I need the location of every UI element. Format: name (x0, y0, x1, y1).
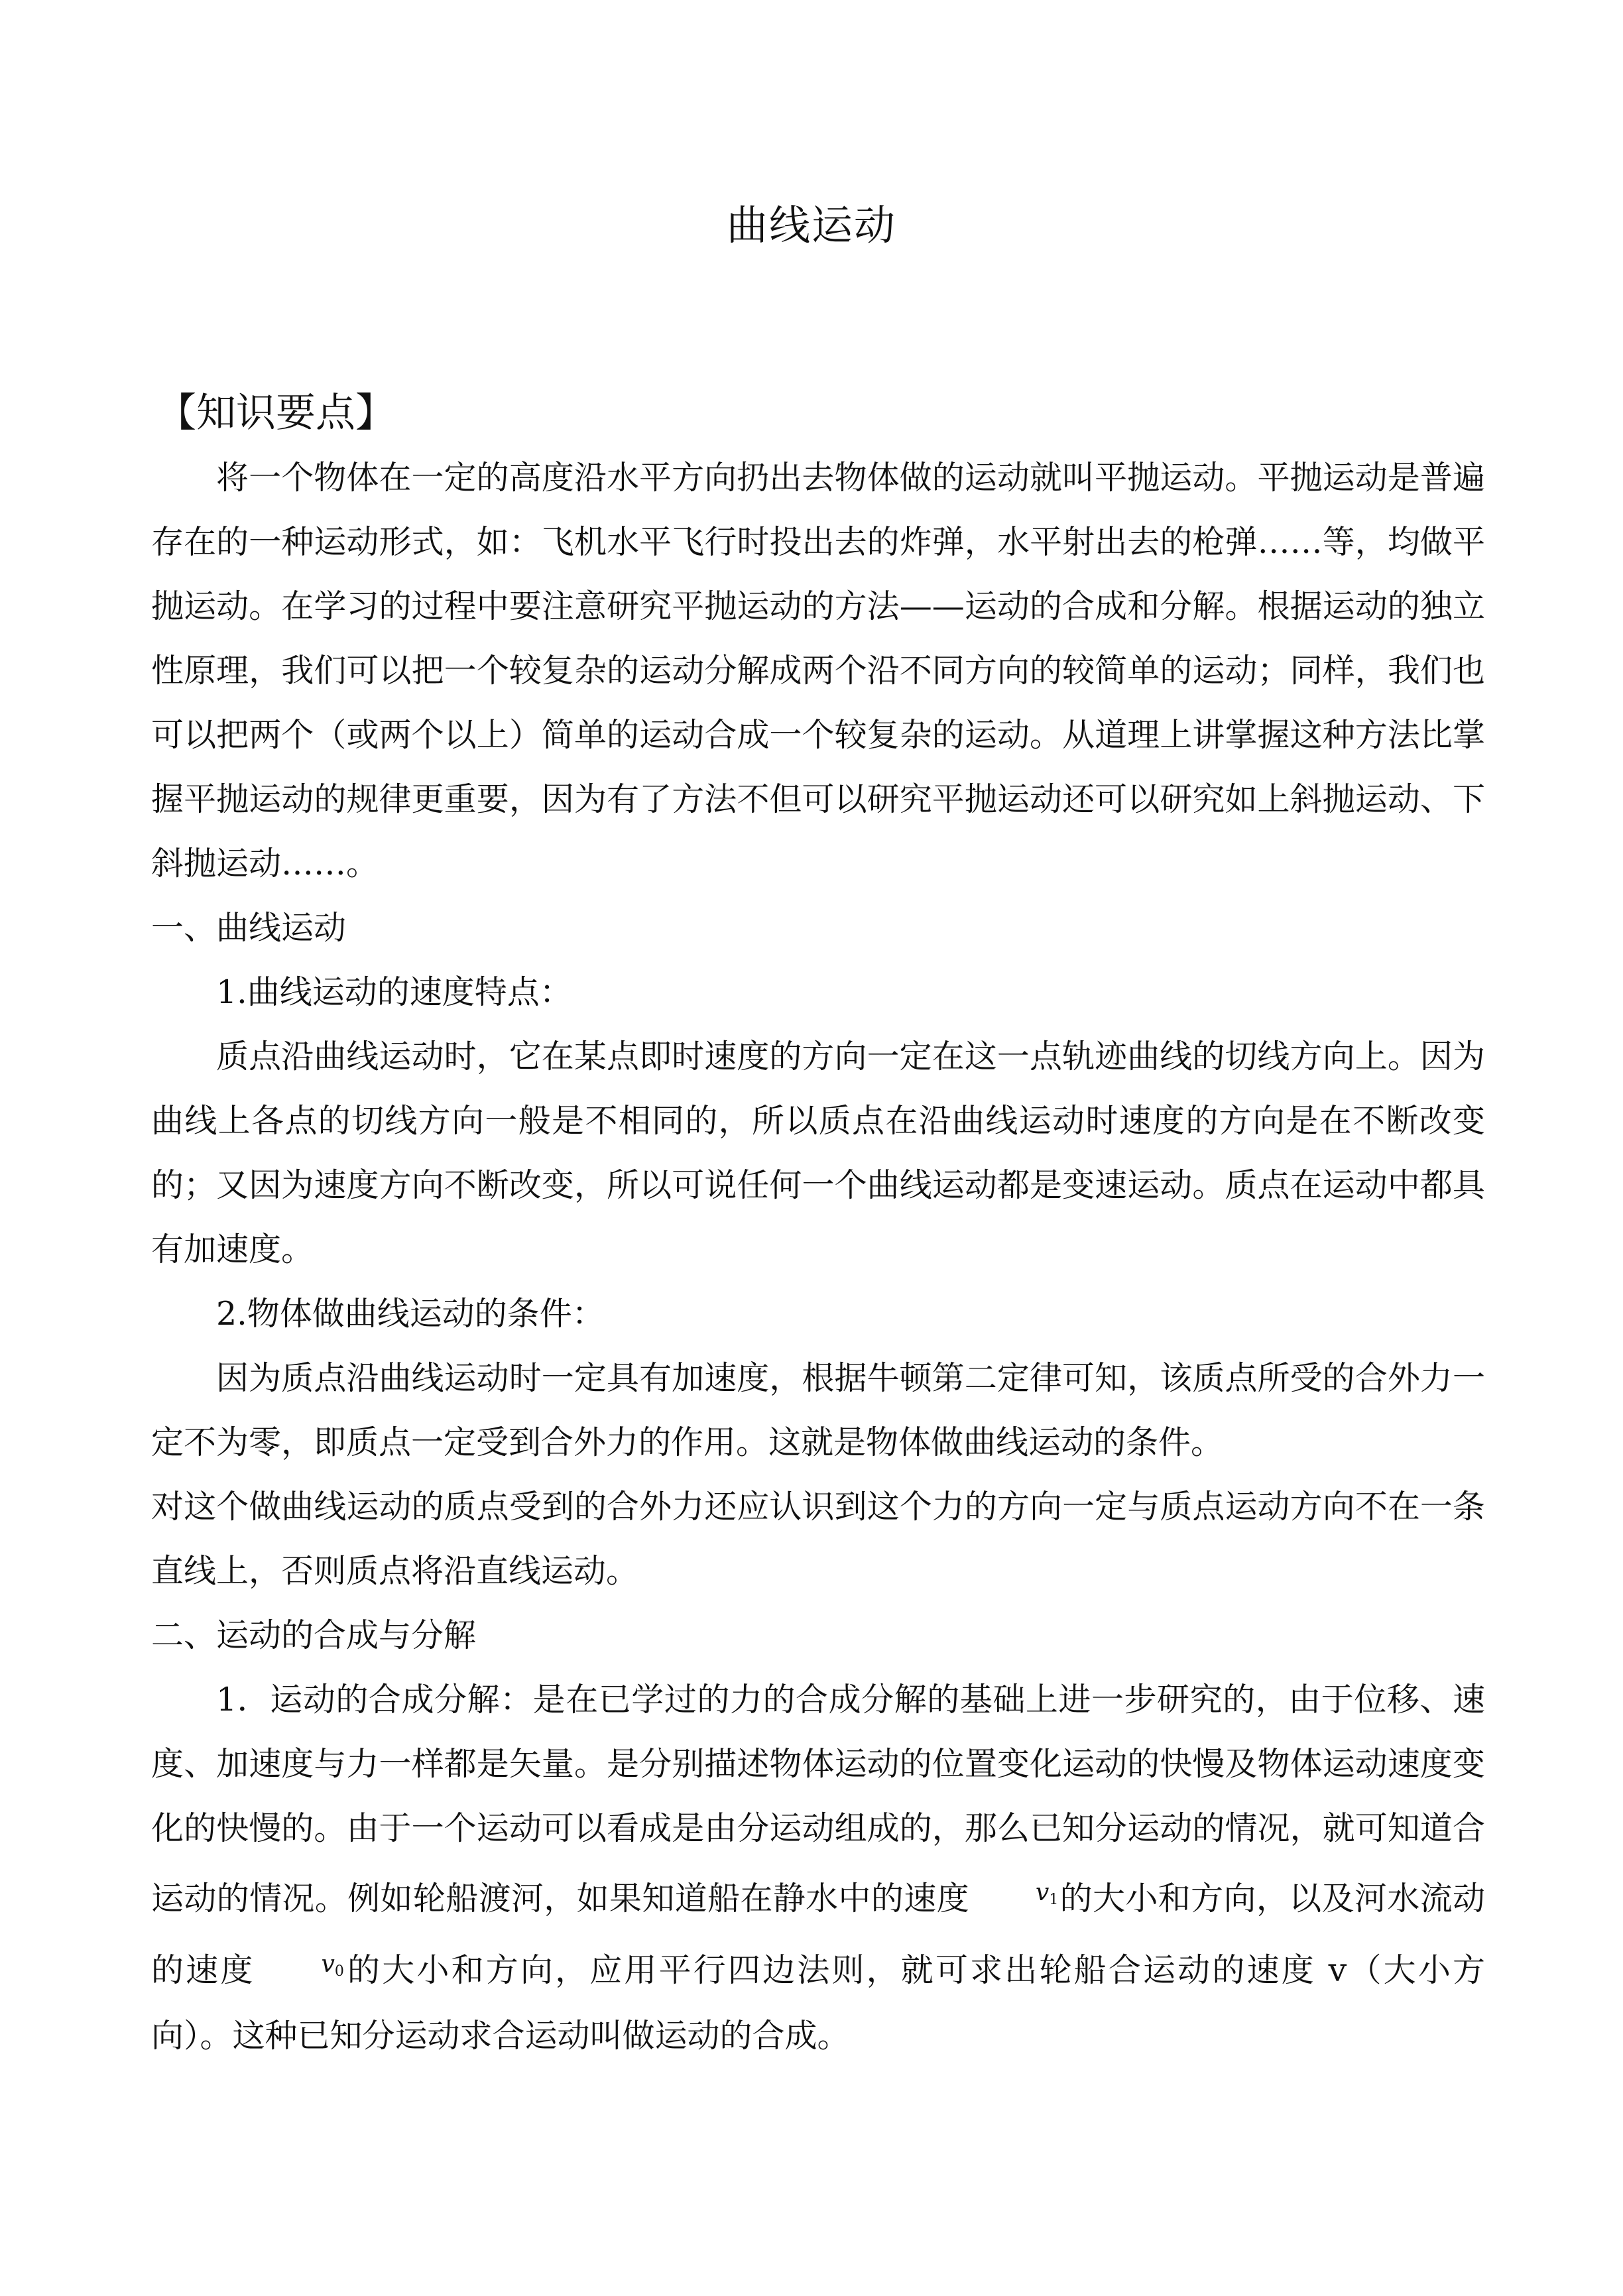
velocity-v0-symbol (255, 1932, 345, 2004)
part1-item1-label: 1.曲线运动的速度特点： (216, 973, 572, 1011)
velocity-v1-symbol (969, 1860, 1059, 1932)
velocity-v1-letter: v (1035, 1879, 1050, 1906)
part1-heading: 一、曲线运动 (151, 909, 347, 947)
part1-item2-label: 2.物体做曲线运动的条件： (216, 1295, 605, 1333)
velocity-v0-letter: v (321, 1951, 335, 1978)
document-title: 曲线运动 (726, 201, 896, 249)
intro-paragraph: 将一个物体在一定的高度沿水平方向扔出去物体做的运动就叫平抛运动。平抛运动是普遍存在的一种运动形式，如：飞机水平飞行时投出去的炸弹，水平射出去的枪弹……等，均做平抛运动。在学习的过程中要注意研究平抛运动的方法——运动的合成和分解。根据运动的独立性原理，我们可以把一个较复杂的运动分解成两个沿不同方向的较简单的运动；同样，我们也可以把两个（或两个以上）简单的运动合成一个较复杂的运动。从道理上讲掌握这种方法比掌握平抛运动的规律更重要，因为有了方法不但可以研究平抛运动还可以研究如上斜抛运动、下斜抛运动……。 (151, 459, 1485, 882)
part1-item2-paragraph-continued: 对这个做曲线运动的质点受到的合外力还应认识到这个力的方向一定与质点运动方向不在一条直线上，否则质点将沿直线运动。 (151, 1488, 1485, 1590)
part2-item1-text-a: 1．运动的合成分解：是在已学过的力的合成分解的基础上进一步研究的，由于位移、速度、加速度与力一样都是矢量。是分别描述物体运动的位置变化运动的快慢及物体运动速度变化的快慢的。由于一个运动可以看成是由分运动组成的，那么已知分运动的情况，就可知道合运动的情况。例如轮船渡河，如果知道船在静水中的速度 (151, 1681, 1485, 1917)
part2-item1-paragraph (151, 1667, 1485, 2068)
velocity-v1-subscript: 1 (1049, 1892, 1059, 1908)
section-heading: 【知识要点】 (156, 390, 395, 436)
part1-item1-paragraph: 质点沿曲线运动时，它在某点即时速度的方向一定在这一点轨迹曲线的切线方向上。因为曲线上各点的切线方向一般是不相同的，所以质点在沿曲线运动时速度的方向是在不断改变的；又因为速度方向不断改变，所以可说任何一个曲线运动都是变速运动。质点在运动中都具有加速度。 (151, 1038, 1485, 1268)
part1-item2-paragraph: 因为质点沿曲线运动时一定具有加速度，根据牛顿第二定律可知，该质点所受的合外力一定不为零，即质点一定受到合外力的作用。这就是物体做曲线运动的条件。 (151, 1359, 1485, 1461)
part2-heading: 二、运动的合成与分解 (151, 1616, 477, 1654)
part2-item1-text-c: 的大小和方向，应用平行四边法则，就可求出轮船合运动的速度 v（大小方向）。这种已知分运动求合运动叫做运动的合成。 (151, 1951, 1485, 2055)
document-body (151, 381, 1485, 2068)
velocity-v0-subscript: 0 (334, 1963, 344, 1980)
part2-item1-text-b: 的大小和方向，以及河水流动的速度 (151, 1880, 1485, 1989)
